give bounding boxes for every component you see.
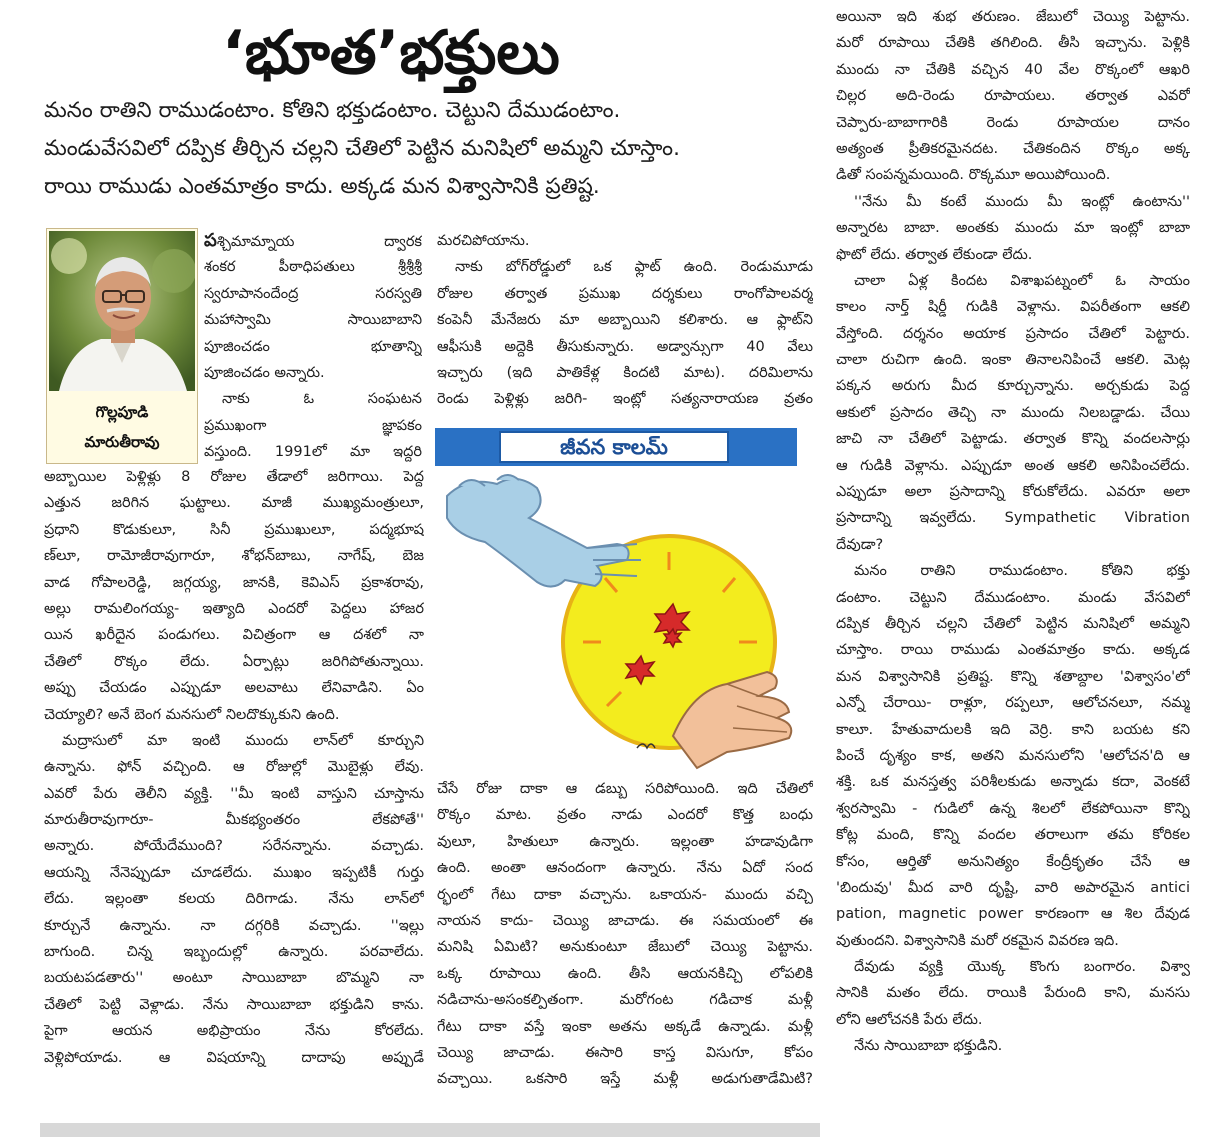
- text-line: అన్నారట బాబా. అంతకు ముందు మా ఇంట్లో బాబా: [836, 220, 1190, 237]
- text-line-body: శ్చిమామ్నాయ ద్వారక: [216, 234, 422, 250]
- text-line: లోని ఆలోచనకి పేరు లేదు.: [836, 1011, 983, 1028]
- column-banner: [435, 428, 797, 466]
- text-line: మనం రాతిని రాముడంటాం. కోతిని భక్తు: [854, 563, 1190, 580]
- text-line: డంటాం. చెట్టుని దేముడంటాం. మండు వేసవిలో: [836, 589, 1190, 606]
- deck-line: మనం రాతిని రాముడంటాం. కోతిని భక్తుడంటాం. చెట్టుని దేముడంటాం.: [44, 98, 621, 123]
- text-line: చెయ్యి జాచాడు. ఈసారి కాస్త విసుగూ, కోపం: [437, 1044, 813, 1061]
- text-line: pation, magnetic power కారణంగా ఆ శిల దేవుడ: [836, 906, 1190, 923]
- text-line: ఎవరో పేరు తెలీని వ్యక్తి. ''మీ ఇంటి వాస్తుని చూస్తాను: [44, 785, 424, 802]
- column-1-top: [204, 228, 422, 466]
- text-line: పైగా ఆయన అభిప్రాయం నేను కోరలేదు.: [44, 1023, 424, 1040]
- text-line: డితో సంపన్నమయింది. రొక్కమూ అయిపోయింది.: [836, 167, 1111, 184]
- text-line: లేదు. ఇల్లంతా కలయ దిరిగాడు. నేను లాన్‌లో: [44, 891, 424, 908]
- deck-line: మండువేసవిలో దప్పిక తీర్చిన చల్లని చేతిలో పెట్టిన మనిషిలో అమ్మని చూస్తాం.: [44, 136, 680, 161]
- column-1-bottom: [44, 464, 424, 1071]
- text-line: వాడ గోపాలరెడ్డి, జగ్గయ్య, జానకి, కెవిఎస్‌ ప్రకాశరావు,: [44, 574, 424, 591]
- text-line: సానికి మతం లేదు. రాయికి పేరుంది కాని, మనసు: [836, 985, 1190, 1002]
- text-line: [204, 228, 422, 254]
- page-footer-rule: [40, 1123, 820, 1137]
- text-line: నాకు ఓ సంఘటన: [222, 391, 422, 408]
- text-line: నడిచాను-అసంకల్పితంగా. మరోగంట గడిచాక మళ్లీ: [437, 992, 813, 1009]
- text-line: వుతుందని. విశ్వాసానికి మరో రకమైన వివరణ ఇది.: [836, 932, 1119, 949]
- author-photo-box: [46, 228, 198, 464]
- text-line: బయటపడతారు'' అంటూ సాయిబాబా బొమ్మని నా: [44, 970, 424, 987]
- text-line: దేవుడా?: [836, 536, 884, 553]
- text-line: రోజుల తర్వాత ప్రముఖ దర్శకులు రాంగోపాలవర్మ: [437, 285, 813, 302]
- text-line: చాలా రుచిగా ఉంది. ఇంకా తినాలనిపించే ఆకలి. మెట్ల: [836, 352, 1190, 369]
- text-line: చేతిలో రొక్కం లేదు. ఏర్పాట్లు జరిగిపోతున్నాయి.: [44, 653, 424, 670]
- text-line: వచ్చాయి. ఒకసారి ఇస్తే మళ్లీ అడుగుతాడేమిటి?: [437, 1071, 813, 1088]
- drop-cap: ప: [204, 230, 217, 251]
- text-line: ప్రసాదాన్ని ఇవ్వలేదు. Sympathetic Vibration: [836, 510, 1190, 527]
- deck-line: రాయి రాముడు ఎంతమాత్రం కాదు. అక్కడ మన విశ్వాసానికి ప్రతిష్ట.: [44, 174, 600, 199]
- text-line: ఆ గుడికి వెళ్లాను. ఎప్పుడూ అంత ఆకలి అనిపించలేదు.: [836, 457, 1190, 474]
- text-line: మరో రూపాయి చేతికి తగిలింది. తీసి ఇచ్చాను. పెళ్లికి: [836, 35, 1190, 52]
- text-line: అప్పు చేయడం ఎప్పుడూ అలవాటు లేనివాడిని. ఏం: [44, 680, 424, 697]
- text-line: ఇచ్చారు (ఇది పాతికేళ్ల కిందటి మాట). దరిమిలాను: [437, 364, 813, 381]
- text-line: కంపెనీ మేనేజరు మా అబ్బాయిని కలిశారు. ఆ ఫ్లాట్‌ని: [437, 312, 813, 329]
- article-title: ‘భూత’భక్తులు: [222, 18, 560, 88]
- text-line: పూజించడం భూతాన్ని: [204, 338, 422, 355]
- text-line: అబ్బాయిల పెళ్లిళ్లు 8 రోజుల తేడాలో జరిగాయి. పెద్ద: [44, 469, 424, 485]
- text-line: దేవుడు వ్యక్తి యొక్క కొంగు బంగారం. విశ్వా: [854, 959, 1190, 976]
- text-line: ఉన్నాను. ఫోన్‌ వచ్చింది. ఆ రోజుల్లో మొబైళ్లు లేవు.: [44, 759, 424, 776]
- text-line: ''నేను మీ కంటే ముందు మీ ఇంట్లో ఉంటాను'': [854, 193, 1190, 210]
- text-line: పక్కన అరుగు మీద కూర్చున్నాను. అర్చకుడు పెద్ద: [836, 378, 1190, 395]
- text-line: మరచిపోయాను.: [437, 233, 530, 249]
- text-line: యిన ఖరీదైన పండుగలు. విచిత్రంగా ఆ దశలో నా: [44, 627, 424, 644]
- text-line: చెప్పారు-బాబాగారికి రెండు రూపాయల దానం: [836, 114, 1190, 131]
- text-line: ఎప్పుడూ అలా ప్రసాదాన్ని కోరుకోలేదు. ఎవరూ అలా: [836, 484, 1190, 501]
- text-line: కూర్చునే ఉన్నాను. నా దగ్గరికి వచ్చాడు. ''ఇల్లు: [44, 917, 424, 934]
- text-line: శక్తి. ఒక మనస్తత్వ పరిశీలకుడు అన్నాడు కదా, వెంకటే: [836, 774, 1190, 791]
- author-name-line1: గొల్లపూడి: [95, 403, 149, 421]
- text-line: నేను సాయిబాబా భక్తుడిని.: [854, 1038, 1003, 1055]
- text-line: ఒక్క రూపాయి ఉంది. తీసి ఆయనకిచ్చి లోపలికి: [437, 965, 813, 982]
- text-line: చేతిలో పెట్టి వెళ్లాడు. నేను సాయిబాబా భక్తుడిని కాను.: [44, 996, 424, 1013]
- text-line: 'బిందువు' మీద వారి దృష్టి, వారి అపారమైన antici: [836, 879, 1190, 896]
- text-line: చిల్లర అది-రెండు రూపాయలు. తర్వాత ఎవరో: [836, 88, 1190, 105]
- author-portrait-illustration: [49, 231, 195, 391]
- author-caption: [49, 397, 195, 457]
- text-line: దప్పిక తీర్చిన చల్లని చేతిలో పెట్టిన మనిషిలో అమ్మని: [836, 615, 1190, 632]
- text-line: మనిషి ఏమిటి? అనుకుంటూ జేబులో చెయ్యి పెట్టాను.: [437, 939, 813, 956]
- text-line: చెయ్యాలి? అనే బెంగ మనసులో నిలదొక్కుకుని ఉంది.: [44, 706, 340, 723]
- text-line: ముందు నా చేతికి వచ్చిన 40 వేల రొక్కంలో ఆఖరి: [836, 61, 1190, 78]
- text-line: ఫొటో లేదు. తర్వాత లేకుండా లేదు.: [836, 246, 1033, 263]
- text-line: రెండు పెళ్లిళ్లు జరిగి- ఇంట్లో సత్యనారాయణ వ్రతం: [437, 391, 813, 408]
- text-line: నాకు బోగ్‌రోడ్డులో ఒక ఫ్లాట్‌ ఉంది. రెండుమూడు: [455, 259, 813, 276]
- text-line: శ్వరస్వామి - గుడిలో ఉన్న శిలలో లేకపోయినా కొన్ని: [836, 800, 1190, 817]
- text-line: పూజించడం అన్నారు.: [204, 364, 325, 381]
- article-deck: [44, 92, 814, 206]
- text-line: వేస్తోంది. దర్శనం అయాక ప్రసాదం చేతిలో పెట్టారు.: [836, 325, 1190, 342]
- text-line: మద్రాసులో మా ఇంటి ముందు లాన్‌లో కూర్చుని: [62, 732, 424, 749]
- text-line: అత్యంత ప్రీతికరమైనదట. చేతికందిన రొక్కం అక్క: [836, 140, 1190, 157]
- text-line: చేసే రోజు దాకా ఆ డబ్బు సరిపోయింది. ఇది చేతిలో: [437, 781, 813, 797]
- column-banner-title: జీవన కాలమ్: [499, 431, 729, 463]
- text-line: మన విశ్వాసానికి ప్రతిష్ట. కొన్ని శతాబ్దాల 'విశ్వాసం'లో: [836, 668, 1190, 685]
- text-line: ఆఫీసుకి అద్దెకి తీసుకున్నారు. అడ్వాన్సుగా 40 వేలు: [437, 338, 813, 355]
- text-line: ఉంది. అంతా ఆనందంగా ఉన్నారు. నేను ఏదో సంద: [437, 860, 813, 877]
- offering-hands-cartoon: [437, 466, 807, 776]
- text-line: కాలం నార్త్‌ షిర్డీ గుడికి వెళ్లాను. విపరీతంగా ఆకలి: [836, 299, 1190, 316]
- text-line: స్వరూపానందేంద్ర సరస్వతి: [204, 285, 422, 302]
- column-2-top: [437, 228, 813, 413]
- text-line: వెళ్లిపోయాడు. ఆ విషయాన్ని దాదాపు అప్పుడే: [44, 1049, 424, 1066]
- text-line: వులూ, హితులూ ఉన్నారు. ఇల్లంతా హడావుడిగా: [437, 833, 813, 850]
- text-line: రొక్కం మాట. వ్రతం నాడు ఎందరో కొత్త బంధు: [437, 807, 813, 824]
- text-line: అయినా ఇది శుభ తరుణం. జేబులో చెయ్యి పెట్టాను.: [836, 9, 1190, 25]
- text-line: ణ్‌లూ, రామోజీరావుగారూ, శోభన్‌బాబు, నాగేష్‌, బెజ: [44, 548, 424, 565]
- author-photo: [49, 231, 195, 391]
- text-line: వస్తుంది. 1991లో మా ఇద్దరి: [204, 444, 422, 461]
- text-line: కాలూ. హేతువాదులకి ఇది వెర్రి. కాని బయట కని: [836, 721, 1190, 738]
- column-2-bottom: [437, 776, 813, 1093]
- text-line: ర్భంలో గేటు దాకా వచ్చాను. ఒకాయన- ముందు వచ్చి: [437, 886, 813, 903]
- page-footer-fragment: [820, 1136, 1200, 1147]
- text-line: జాచి నా చేతిలో పెట్టాడు. తర్వాత కొన్ని వందలసార్లు: [836, 431, 1190, 448]
- cartoon-illustration: [437, 466, 807, 776]
- text-line: చాలా ఏళ్ల కిందట విశాఖపట్నంలో ఓ సాయం: [854, 272, 1190, 289]
- text-line: ఎత్తున జరిగిన ఘట్టాలు. మాజీ ముఖ్యమంత్రులూ,: [44, 495, 424, 512]
- text-line: శంకర పీఠాధిపతులు శ్రీశ్రీశ్రీ: [204, 259, 422, 276]
- text-line: మహాస్వామి సాయిబాబాని: [204, 312, 422, 329]
- text-line: పించే దృశ్యం కాక, అతని మనసులోని 'ఆలోచన'ది ఆ: [836, 747, 1190, 764]
- text-line: ప్రధాని కొడుకులూ, సినీ ప్రముఖులూ, పద్మభూష: [44, 521, 424, 538]
- text-line: ఆకులో ప్రసాదం తెచ్చి నా ముందు నిలబడ్డాడు. చేయి: [836, 404, 1190, 421]
- text-line: కోసం, ఆర్తితో అనునిత్యం కేంద్రీకృతం చేసే ఆ: [836, 853, 1190, 870]
- text-line: నాయన కాదు- చెయ్యి జాచాడు. ఈ సమయంలో ఈ: [437, 912, 813, 929]
- text-line: ప్రముఖంగా జ్ఞాపకం: [204, 417, 422, 434]
- text-line: అల్లు రామలింగయ్య- ఇత్యాది ఎందరో పెద్దలు హాజర: [44, 600, 424, 617]
- column-3: [836, 4, 1190, 1060]
- text-line: బాగుంది. చిన్న ఇబ్బందుల్లో ఉన్నారు. పరవాలేదు.: [44, 944, 424, 961]
- author-name-line2: మారుతీరావు: [84, 433, 160, 451]
- text-line: కోట్ల మంది, కొన్ని వందల తరాలుగా తమ కోరికల: [836, 827, 1190, 844]
- text-line: చూస్తాం. రాయి రాముడు ఎంతమాత్రం కాదు. అక్కడ: [836, 642, 1190, 659]
- text-line: మారుతీరావుగారూ- మీకభ్యంతరం లేకపోతే'': [44, 812, 424, 829]
- text-line: అన్నారు. పోయేదేముంది? సరేనన్నాను. వచ్చాడు.: [44, 838, 424, 855]
- text-line: ఎన్నో చేరాయి- రాళ్లూ, రప్పలూ, ఆలోచనలూ, నమ్మ: [836, 695, 1190, 712]
- text-line: ఆయన్ని నేనెప్పుడూ చూడలేదు. ముఖం ఇప్పటికీ గుర్తు: [44, 864, 424, 881]
- text-line: గేటు దాకా వస్తే ఇంకా అతను అక్కడే ఉన్నాడు. మళ్లీ: [437, 1018, 813, 1035]
